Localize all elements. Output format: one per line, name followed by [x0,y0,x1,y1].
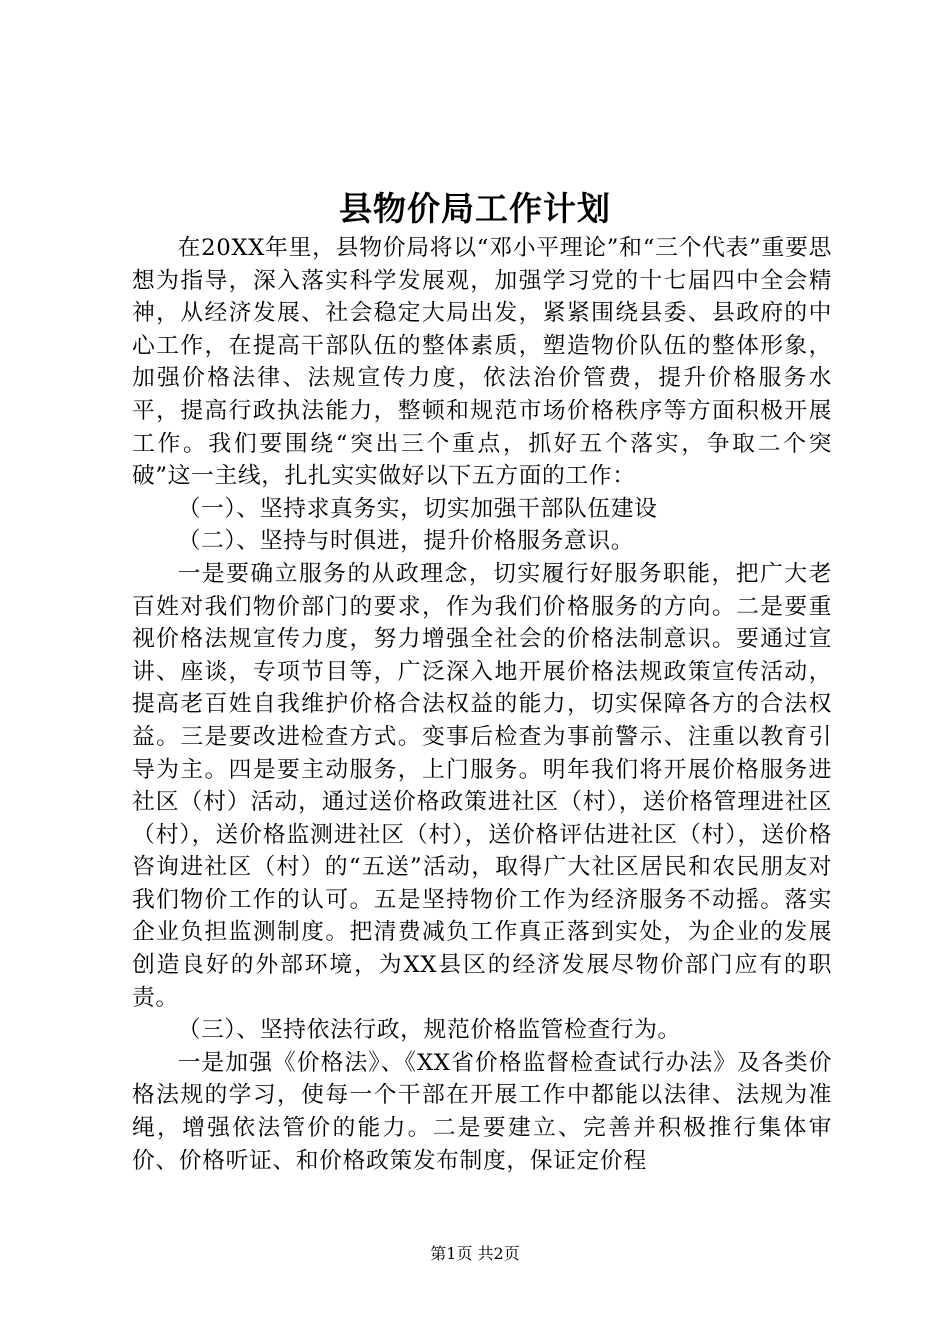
paragraph-section-3: 一是加强《价格法》、《XX省价格监督检查试行办法》及各类价格法规的学习，使每一个干部在开展工作中都能以法律、法规为准绳，增强依法管价的能力。二是要建立、完善并积极推行集体审价、价格听证、和价格政策发布制度，保证定价程 [132,1049,832,1174]
heading-section-2: （二）、坚持与时俱进，提升价格服务意识。 [177,528,635,555]
page-number-footer: 第1页 共2页 [430,1244,520,1263]
paragraph-section-2: 一是要确立服务的从政理念，切实履行好服务职能，把广大老百姓对我们物价部门的要求，作为我们价格服务的方向。二是要重视价格法规宣传力度，努力增强全社会的价格法制意识。要通过宣讲、座谈，专项节目等，广泛深入地开展价格法规政策宣传活动，提高老百姓自我维护价格合法权益的能力，切实保障各方的合法权益。三是要改进检查方式。变事后检查为事前警示、注重以教育引导为主。四是要主动服务，上门服务。明年我们将开展价格服务进社区（村）活动，通过送价格政策进社区（村），送价格管理进社区（村），送价格监测进社区（村），送价格评估进社区（村），送价格咨询进社区（村）的“五送”活动，取得广大社区居民和农民朋友对我们物价工作的认可。五是坚持物价工作为经济服务不动摇。落实企业负担监测制度。把清费减负工作真正落到实处，为企业的发展创造良好的外部环境，为XX县区的经济发展尽物价部门应有的职责。 [132,560,832,1011]
paragraph-intro: 在20XX年里，县物价局将以“邓小平理论”和“三个代表”重要思想为指导，深入落实科学发展观，加强学习党的十七届四中全会精神，从经济发展、社会稳定大局出发，紧紧围绕县委、县政府的中心工作，在提高干部队伍的整体素质，塑造物价队伍的整体形象，加强价格法律、法规宣传力度，依法治价管费，提升价格服务水平，提高行政执法能力，整顿和规范市场价格秩序等方面积极开展工作。我们要围绕“突出三个重点，抓好五个落实，争取二个突破”这一主线，扎扎实实做好以下五方面的工作： [132,235,832,490]
document-title: 县物价局工作计划 [339,189,611,228]
heading-section-1: （一）、坚持求真务实，切实加强干部队伍建设 [177,495,658,522]
document-body [132,232,832,1177]
heading-section-3: （三）、坚持依法行政，规范价格监管检查行为。 [177,1017,681,1044]
